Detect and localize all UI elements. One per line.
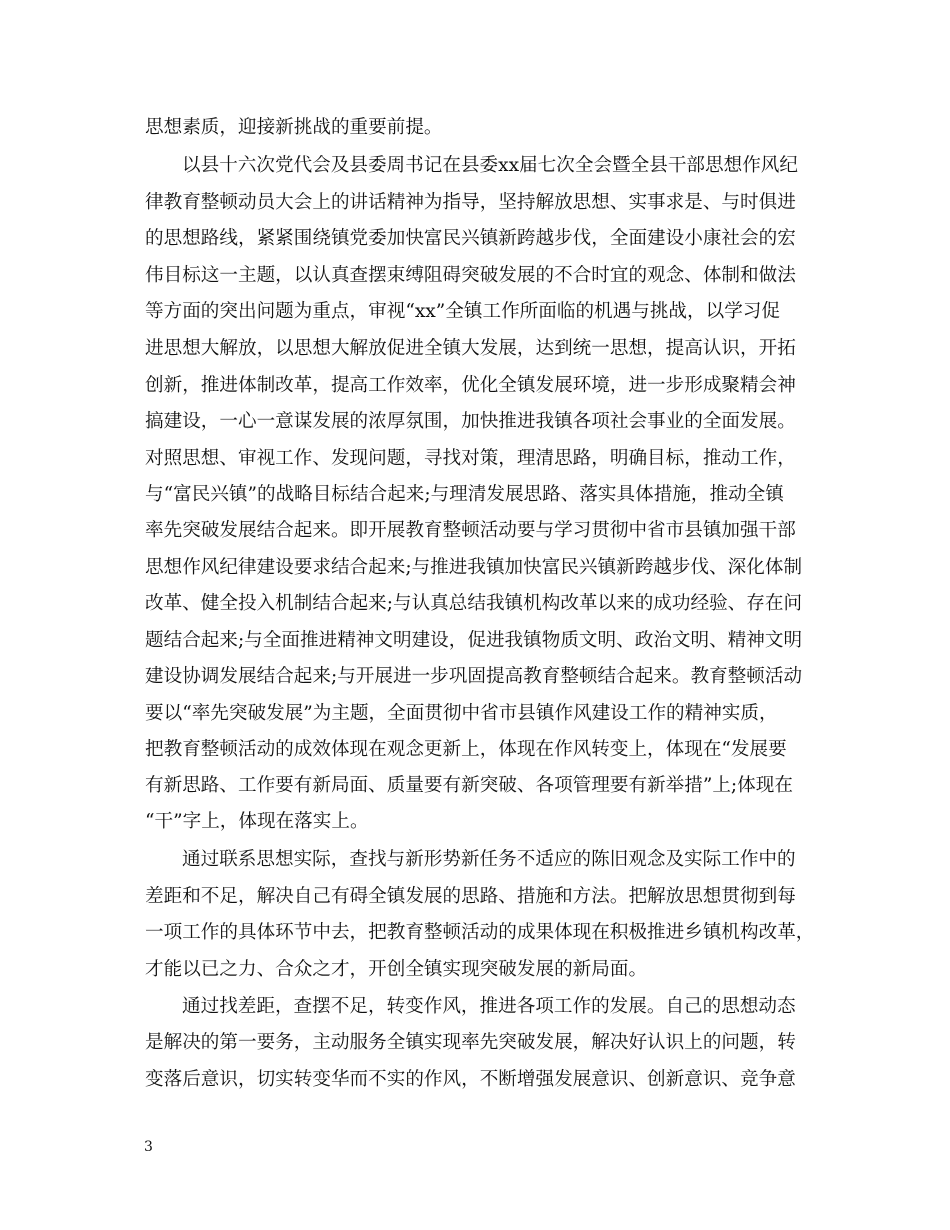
paragraph-first-line: 通过找差距，查摆不足，转变作风，推进各项工作的发展。自己的思想动态	[182, 996, 796, 1017]
text-line: 等方面的突出问题为重点，审视“xx”全镇工作所面临的机遇与挑战，以学习促	[145, 301, 780, 322]
page-number: 3	[144, 1139, 153, 1155]
text-line: 伟目标这一主题，以认真查摆束缚阻碍突破发展的不合时宜的观念、体制和做法	[145, 265, 796, 286]
text-line: 要以“率先突破发展”为主题，全面贯彻中省市县镇作风建设工作的精神实质，	[145, 703, 778, 724]
text-line: 进思想大解放，以思想大解放促进全镇大发展，达到统一思想，提高认识，开拓	[145, 338, 796, 359]
text-line: 改革、健全投入机制结合起来;与认真总结我镇机构改革以来的成功经验、存在问	[145, 593, 803, 614]
paragraph-first-line: 通过联系思想实际，查找与新形势新任务不适应的陈旧观念及实际工作中的	[182, 849, 796, 870]
text-line: 把教育整顿活动的成效体现在观念更新上，体现在作风转变上，体现在“发展要	[145, 739, 787, 760]
text-line: 一项工作的具体环节中去，把教育整顿活动的成果体现在积极推进乡镇机构改革，	[145, 922, 815, 943]
text-line: 题结合起来;与全面推进精神文明建设，促进我镇物质文明、政治文明、精神文明	[145, 630, 803, 651]
text-line: 思想素质，迎接新挑战的重要前提。	[145, 117, 443, 138]
text-line: 对照思想、审视工作、发现问题，寻找对策，理清思路，明确目标，推动工作，	[145, 448, 796, 469]
text-line: 变落后意识，切实转变华而不实的作风，不断增强发展意识、创新意识、竞争意	[145, 1069, 796, 1090]
text-line: 的思想路线，紧紧围绕镇党委加快富民兴镇新跨越步伐，全面建设小康社会的宏	[145, 228, 796, 249]
text-line: 思想作风纪律建设要求结合起来;与推进我镇加快富民兴镇新跨越步伐、深化体制	[145, 557, 803, 578]
text-line: 律教育整顿动员大会上的讲话精神为指导，坚持解放思想、实事求是、与时俱进	[145, 192, 796, 213]
text-line: “干”字上，体现在落实上。	[145, 811, 369, 832]
text-line: 是解决的第一要务，主动服务全镇实现率先突破发展，解决好认识上的问题，转	[145, 1032, 796, 1053]
text-line: 差距和不足，解决自己有碍全镇发展的思路、措施和方法。把解放思想贯彻到每	[145, 886, 796, 907]
text-line: 率先突破发展结合起来。即开展教育整顿活动要与学习贯彻中省市县镇加强干部	[145, 520, 796, 541]
paragraph-first-line: 以县十六次党代会及县委周书记在县委xx届七次全会暨全县干部思想作风纪	[182, 155, 798, 176]
text-line: 建设协调发展结合起来;与开展进一步巩固提高教育整顿结合起来。教育整顿活动	[145, 666, 803, 687]
text-line: 与“富民兴镇”的战略目标结合起来;与理清发展思路、落实具体措施，推动全镇	[145, 484, 784, 505]
text-line: 才能以已之力、合众之才，开创全镇实现突破发展的新局面。	[145, 959, 648, 980]
text-line: 搞建设，一心一意谋发展的浓厚氛围，加快推进我镇各项社会事业的全面发展。	[145, 411, 796, 432]
text-line: 有新思路、工作要有新局面、质量要有新突破、各项管理要有新举措”上;体现在	[145, 775, 793, 796]
text-line: 创新，推进体制改革，提高工作效率，优化全镇发展环境，进一步形成聚精会神	[145, 375, 796, 396]
